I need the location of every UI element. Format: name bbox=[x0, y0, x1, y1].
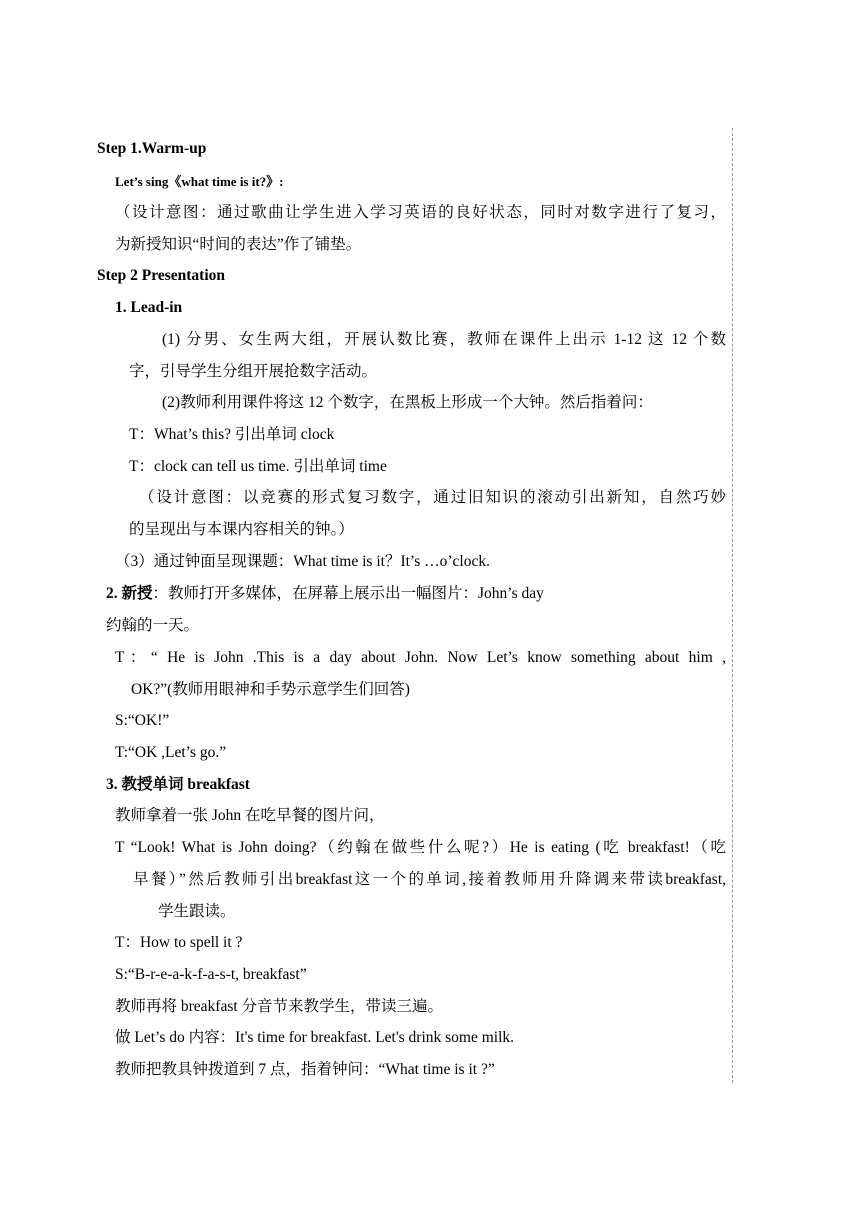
item-2-line-1: (2)教师利用课件将这 12 个数字，在黑板上形成一个大钟。然后指着问： bbox=[162, 394, 653, 411]
item-3: （3）通过钟面呈现课题：What time is it？It’s …o’clock. bbox=[115, 553, 490, 570]
breakfast-heading: 3. 教授单词 breakfast bbox=[106, 776, 250, 793]
t-john-line-1: T：“ He is John .This is a day about John. Now Let’s know something about him , bbox=[115, 649, 726, 666]
t-look-line-1: T “Look! What is John doing?（约翰在做些什么呢?）He is eating (吃 breakfast!（吃 bbox=[115, 839, 726, 856]
new-teaching-line bbox=[106, 584, 544, 604]
t-ok-go: T:“OK ,Let’s go.” bbox=[115, 744, 227, 761]
teacher-picture: 教师拿着一张 John 在吃早餐的图片问， bbox=[115, 807, 385, 824]
lets-sing-line: Let’s sing《what time is it?》: bbox=[115, 174, 284, 189]
item-1-line-2: 字，引导学生分组开展抢数字活动。 bbox=[129, 363, 378, 380]
design-note-1-line-2: 为新授知识“时间的表达”作了铺垫。 bbox=[115, 236, 362, 253]
t-look-line-2: 早餐）”然后教师引出breakfast这一个的单词,接着教师用升降调来带读breakfast, bbox=[133, 871, 726, 888]
johns-day-cn: 约翰的一天。 bbox=[106, 617, 200, 634]
clock-seven-line: 教师把教具钟拨道到 7 点，指着钟问：“What time is it ?” bbox=[115, 1061, 495, 1078]
s-ok: S:“OK!” bbox=[115, 712, 170, 729]
leadin-heading: 1. Lead-in bbox=[115, 299, 183, 316]
design-note-1-line-1: （设计意图：通过歌曲让学生进入学习英语的良好状态，同时对数字进行了复习， bbox=[115, 204, 726, 221]
new-teaching-label: 2. 新授 bbox=[106, 585, 153, 602]
design-note-2-line-1: （设计意图：以竞赛的形式复习数字，通过旧知识的滚动引出新知，自然巧妙 bbox=[139, 489, 726, 506]
t-look-line-3: 学生跟读。 bbox=[158, 903, 236, 920]
step1-heading: Step 1.Warm-up bbox=[97, 140, 207, 157]
syllables-line: 教师再将 breakfast 分音节来教学生，带读三遍。 bbox=[115, 998, 444, 1015]
design-note-2-line-2: 的呈现出与本课内容相关的钟。） bbox=[129, 521, 354, 538]
t-john-line-2: OK?”(教师用眼神和手势示意学生们回答) bbox=[131, 681, 410, 698]
s-spell: S:“B-r-e-a-k-f-a-s-t, breakfast” bbox=[115, 966, 307, 983]
dialog-t-whats-this: T：What’s this? 引出单词 clock bbox=[129, 426, 335, 443]
new-teaching-text: ：教师打开多媒体，在屏幕上展示出一幅图片：John’s day bbox=[152, 585, 544, 602]
lets-do-line: 做 Let’s do 内容：It's time for breakfast. Let's drink some milk. bbox=[115, 1029, 515, 1046]
t-spell: T：How to spell it ? bbox=[115, 934, 243, 951]
step2-heading: Step 2 Presentation bbox=[97, 267, 226, 284]
item-1-line-1: (1) 分男、女生两大组，开展认数比赛，教师在课件上出示 1-12 这 12 个数 bbox=[162, 331, 726, 348]
table-right-border bbox=[732, 128, 733, 1083]
dialog-t-clock-time: T：clock can tell us time. 引出单词 time bbox=[129, 458, 387, 475]
